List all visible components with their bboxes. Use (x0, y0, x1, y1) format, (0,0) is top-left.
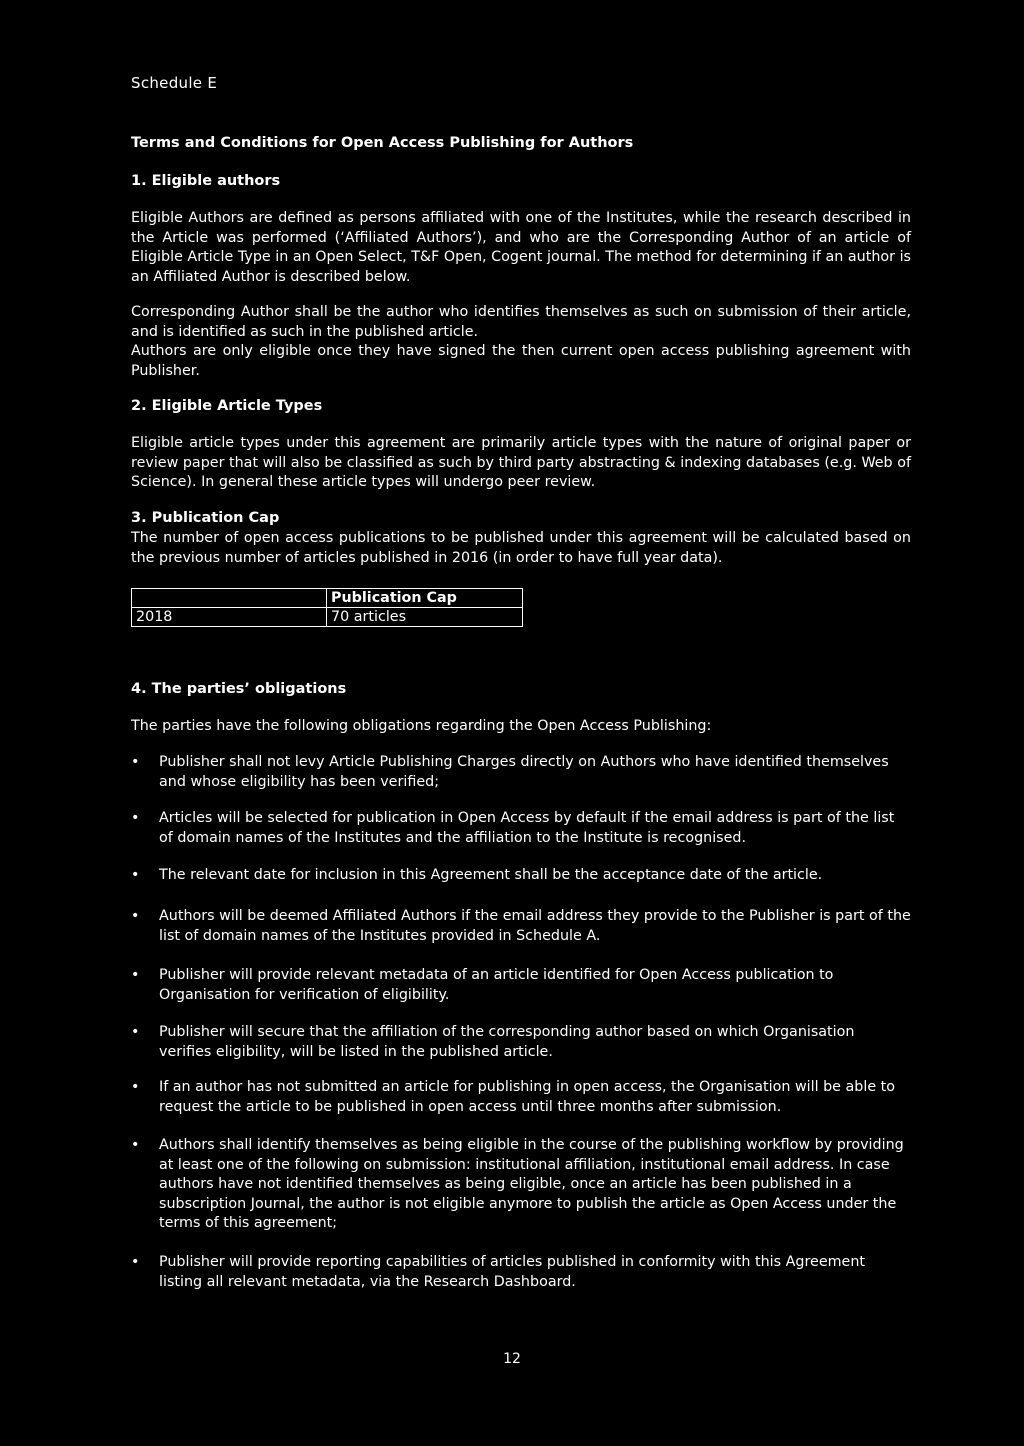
table-header-cell: Publication Cap (327, 589, 523, 608)
table-header-cell (132, 589, 327, 608)
list-item (131, 1136, 911, 1234)
table-cell-year: 2018 (132, 608, 327, 627)
bullet-symbol: • (131, 754, 140, 770)
list-item (131, 1078, 911, 1117)
bullet-symbol: • (131, 1024, 140, 1040)
table-header-row (132, 589, 523, 608)
publication-cap-table (131, 588, 523, 627)
list-item-text: Publisher will provide relevant metadata of an article identified for Open Access publication to Organisation for verification of eligibility. (159, 967, 834, 1003)
bullet-symbol: • (131, 810, 140, 826)
list-item (131, 809, 911, 848)
list-item-text: Articles will be selected for publication in Open Access by default if the email address is part of the list of domain names of the Institutes and the affiliation to the Institute is recognised. (159, 810, 895, 846)
page-number: 12 (503, 1351, 521, 1367)
section-1-paragraph-3: Authors are only eligible once they have signed the then current open access publishing agreement with Publisher. (131, 343, 911, 379)
section-3-heading: 3. Publication Cap (131, 510, 280, 526)
section-1-heading: 1. Eligible authors (131, 173, 281, 189)
list-item-text: The relevant date for inclusion in this Agreement shall be the acceptance date of the article. (159, 867, 823, 883)
table-cell-cap: 70 articles (327, 608, 523, 627)
section-3-paragraph-1: The number of open access publications to be published under this agreement will be calculated based on the previous number of articles published in 2016 (in order to have full year data). (131, 530, 911, 566)
schedule-label: Schedule E (131, 74, 218, 92)
bullet-symbol: • (131, 1254, 140, 1270)
table-row (132, 608, 523, 627)
section-4-intro: The parties have the following obligations regarding the Open Access Publishing: (131, 718, 712, 734)
section-1-paragraph-2: Corresponding Author shall be the author who identifies themselves as such on submission of their article, and is identified as such in the published article. (131, 304, 911, 340)
section-1-paragraph-1: Eligible Authors are defined as persons affiliated with one of the Institutes, while the research described in the Article was performed (‘Affiliated Authors’), and who are the Corresponding Author of an article of Eligible Article Type in an Open Select, T&F Open, Cogent journal. The method for determining if an author is an Affiliated Author is described below. (131, 210, 911, 285)
section-2-heading: 2. Eligible Article Types (131, 398, 323, 414)
list-item-text: Publisher will provide reporting capabilities of articles published in conformity with this Agreement listing all relevant metadata, via the Research Dashboard. (159, 1254, 866, 1290)
bullet-symbol: • (131, 1079, 140, 1095)
document-title: Terms and Conditions for Open Access Publishing for Authors (131, 135, 634, 151)
list-item-text: Publisher will secure that the affiliation of the corresponding author based on which Organisation verifies eligibility, will be listed in the published article. (159, 1024, 855, 1060)
section-2-paragraph-1: Eligible article types under this agreement are primarily article types with the nature of original paper or review paper that will also be classified as such by third party abstracting & indexing databases (e.g. Web of Science). In general these article types will undergo peer review. (131, 435, 911, 490)
bullet-symbol: • (131, 1137, 140, 1153)
bullet-symbol: • (131, 908, 140, 924)
section-4-heading: 4. The parties’ obligations (131, 681, 347, 697)
list-item (131, 753, 911, 792)
list-item (131, 1023, 911, 1062)
list-item (131, 866, 911, 886)
list-item-text: Publisher shall not levy Article Publishing Charges directly on Authors who have identified themselves and whose eligibility has been verified; (159, 754, 889, 790)
list-item-text: If an author has not submitted an article for publishing in open access, the Organisation will be able to request the article to be published in open access until three months after submission. (159, 1079, 896, 1115)
list-item (131, 966, 911, 1005)
list-item (131, 907, 911, 946)
bullet-symbol: • (131, 967, 140, 983)
list-item-text: Authors shall identify themselves as being eligible in the course of the publishing workflow by providing at least one of the following on submission: institutional affiliation, institutional email address. In case authors have not identified themselves as being eligible, once an article has been published in a subscription Journal, the author is not eligible anymore to publish the article as Open Access under the terms of this agreement; (159, 1137, 904, 1231)
list-item-text: Authors will be deemed Affiliated Authors if the email address they provide to the Publisher is part of the list of domain names of the Institutes provided in Schedule A. (159, 908, 911, 944)
list-item (131, 1253, 911, 1292)
bullet-symbol: • (131, 867, 140, 883)
